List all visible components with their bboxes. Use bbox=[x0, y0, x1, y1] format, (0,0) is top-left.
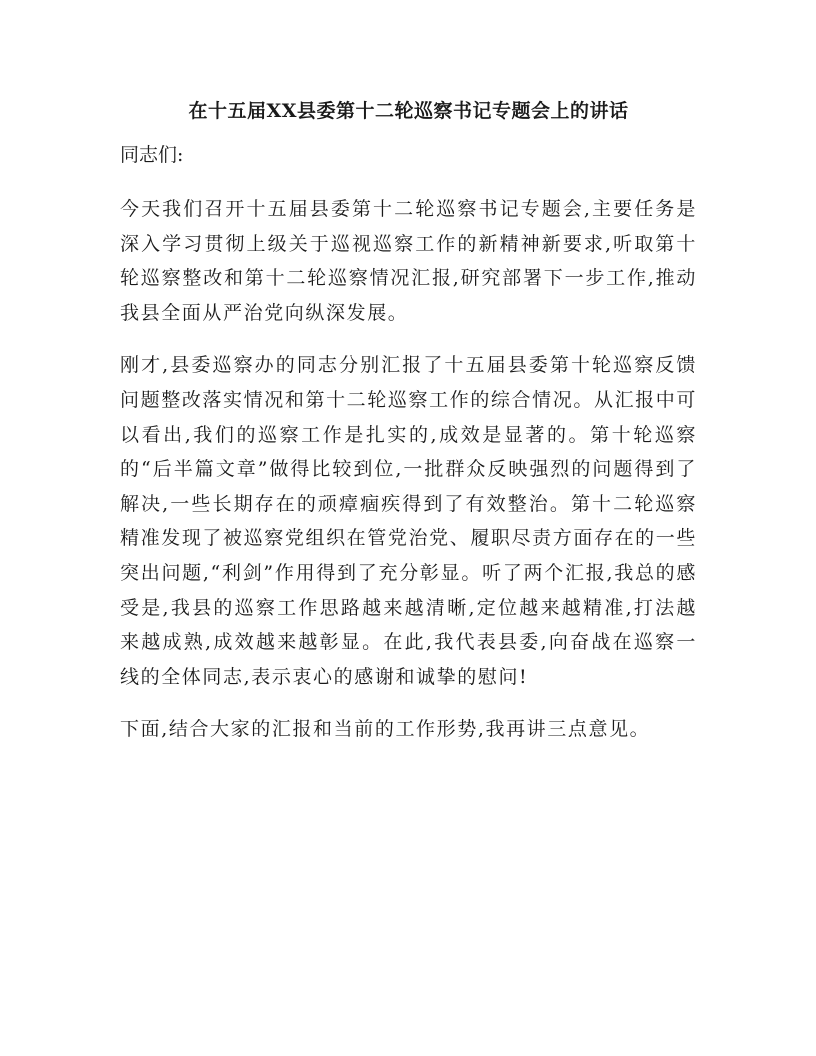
paragraph-report-review: 刚才,县委巡察办的同志分别汇报了十五届县委第十轮巡察反馈问题整改落实情况和第十二轮巡察工作的综合情况。从汇报中可以看出,我们的巡察工作是扎实的,成效是显著的。第十轮巡察的“后半篇文章”做得比较到位,一批群众反映强烈的问题得到了解决,一些长期存在的顽瘴痼疾得到了有效整治。第十二轮巡察精准发现了被巡察党组织在管党治党、履职尽责方面存在的一些突出问题,“利剑”作用得到了充分彰显。听了两个汇报,我总的感受是,我县的巡察工作思路越来越清晰,定位越来越精准,打法越来越成熟,成效越来越彰显。在此,我代表县委,向奋战在巡察一线的全体同志,表示衷心的感谢和诚挚的慰问! bbox=[120, 354, 697, 688]
document-page bbox=[120, 94, 697, 765]
paragraph-opening: 今天我们召开十五届县委第十二轮巡察书记专题会,主要任务是深入学习贯彻上级关于巡视巡察工作的新精神新要求,听取第十轮巡察整改和第十二轮巡察情况汇报,研究部署下一步工作,推动我县全面从严治党向纵深发展。 bbox=[120, 198, 697, 324]
paragraph-transition: 下面,结合大家的汇报和当前的工作形势,我再讲三点意见。 bbox=[120, 718, 651, 741]
document-title: 在十五届XX县委第十二轮巡察书记专题会上的讲话 bbox=[188, 100, 629, 122]
greeting: 同志们: bbox=[120, 144, 184, 166]
